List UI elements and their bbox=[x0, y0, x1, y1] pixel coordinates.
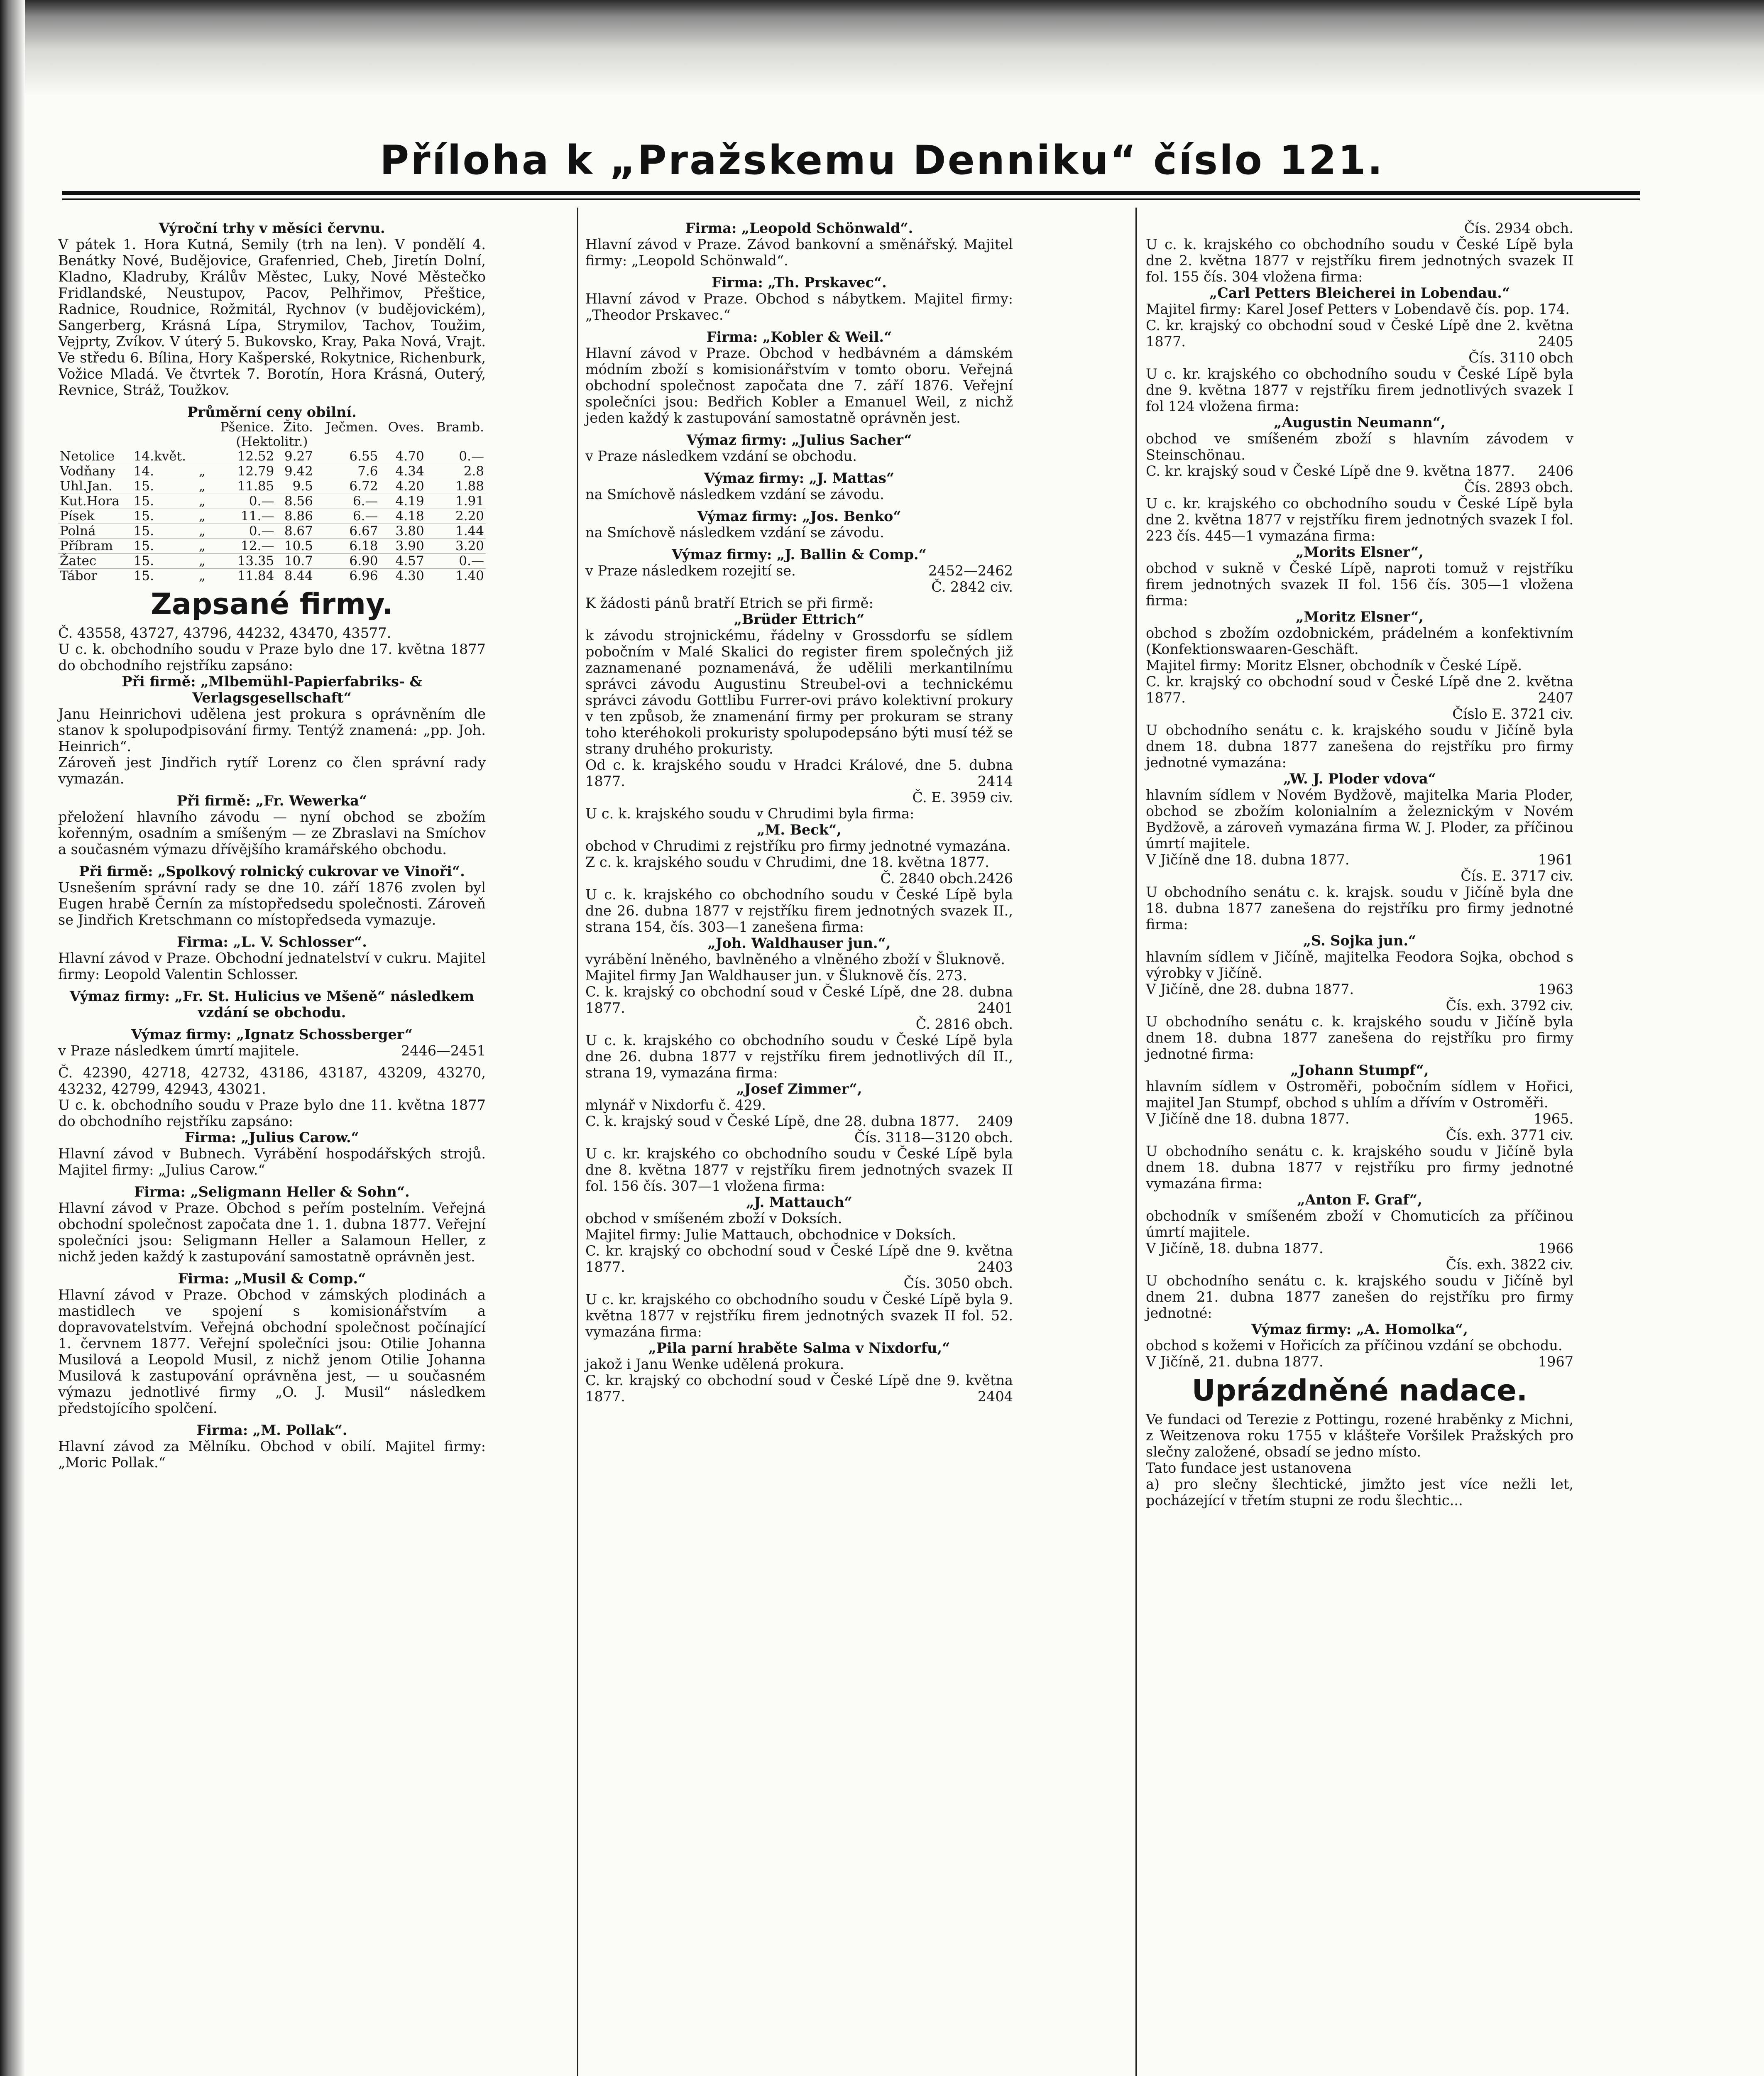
table-cell: 12.52 bbox=[209, 449, 276, 464]
column-divider bbox=[1135, 208, 1137, 2076]
paragraph: hlavním sídlem v Ostroměři, pobočním sídlem v Hořici, majitel Jan Stumpf, obchod s uhlím a dřívím v Ostroměři. bbox=[1146, 1078, 1573, 1111]
firm-heading: Při firmě: „Spolkový rolnický cukrovar ve Vinoři“. bbox=[79, 863, 465, 879]
table-row bbox=[58, 494, 486, 509]
firm-heading: „W. J. Ploder vdova“ bbox=[1283, 771, 1436, 787]
case-number: Čís. 3118—3120 obch. bbox=[854, 1129, 1013, 1146]
paragraph: k závodu strojnickému, řádelny v Grossdorfu se sídlem pobočním v Malé Skalici do register firem společných již zaznamenané poznamenává, že udělili merkantilnímu správci závodu Augustinu Streubel-ovi a technickému správci závodu Gottlibu Furrer-ovi právo kolektivní prokury v ten způsob, že znamenání firmy per prokuram se strany toho kteréhokoli prokuristy spolupodepsáno býti musí též se strany druhého prokuristy. bbox=[585, 627, 1013, 757]
table-cell: 4.30 bbox=[395, 568, 424, 583]
table-cell: 12.79 bbox=[209, 464, 276, 479]
case-number: Č. 2842 civ. bbox=[931, 579, 1013, 595]
table-cell: „ bbox=[197, 509, 209, 524]
table-cell: 3.20 bbox=[426, 539, 486, 554]
paragraph: Hlavní závod v Praze. Obchod s peřím postelním. Veřejná obchodní společnost započata dne 1. 1. dubna 1877. Veřejní společníci jsou: Seligmann Heller a Salamoun Heller, z nichž jeden každý k zastupování samostatně oprávněn jest. bbox=[58, 1200, 486, 1265]
scan-shadow-top bbox=[0, 0, 1764, 95]
firm-heading: „Moritz Elsner“, bbox=[1296, 609, 1424, 625]
paragraph: U c. k. krajského soudu v Chrudimi byla firma: bbox=[585, 805, 915, 822]
paragraph: obchod v smíšeném zboží v Doksích. bbox=[585, 1210, 842, 1227]
paragraph: Usnešením správní rady se dne 10. září 1876 zvolen byl Eugen hrabě Černín za místopředsedu společnosti. Zároveň se Jindřich Kretschmann co místopředseda vymazuje. bbox=[58, 879, 486, 928]
table-cell: „ bbox=[197, 494, 209, 509]
table-cell: 11.— bbox=[209, 509, 276, 524]
paragraph: U c. kr. krajského co obchodního soudu v České Lípě byla dne 2. května 1877 v rejstříku firem jednotných svazek I fol. 223 čís. 445—1 vymazána firma: bbox=[1146, 495, 1573, 544]
paragraph: a) pro slečny šlechtické, jimžto jest více nežli let, pocházející v třetím stupni ze rodu šlechtic... bbox=[1146, 1476, 1573, 1508]
section-heading-registry: Zapsané firmy. bbox=[151, 587, 393, 621]
case-number: Čís. E. 3717 civ. bbox=[1461, 868, 1573, 884]
paragraph: Z c. k. krajského soudu v Chrudimi, dne 18. května 1877. 2426 bbox=[585, 854, 1013, 886]
table-cell: 6.55 bbox=[315, 449, 380, 464]
table-cell: 4.20 bbox=[379, 479, 426, 494]
paragraph: obchod s zbožím ozdobnickém, prádelném a konfektivním (Konfektionswaaren-Geschäft. bbox=[1146, 625, 1573, 657]
paragraph: v Praze následkem úmrtí majitele. 2446—2451 bbox=[58, 1043, 486, 1059]
paragraph: vyrábění lněného, bavlněného a vlněného zboží v Šluknově. bbox=[585, 951, 1005, 967]
paragraph: C. kr. krajský soud v České Lípě dne 9. května 1877. 2406 bbox=[1146, 463, 1573, 479]
paragraph: C. k. krajský soud v České Lípě, dne 28. dubna 1877. 2409 bbox=[585, 1113, 1013, 1129]
paragraph: Tato fundace jest ustanovena bbox=[1146, 1460, 1352, 1476]
table-cell: Tábor bbox=[60, 568, 98, 583]
paragraph: C. kr. krajský co obchodní soud v České Lípě dne 2. května 1877. 2407 bbox=[1146, 673, 1573, 706]
paragraph: v Praze následkem rozejití se. 2452—2462 bbox=[585, 563, 1013, 579]
paragraph: Č. 42390, 42718, 42732, 43186, 43187, 43209, 43270, 43232, 42799, 42943, 43021. bbox=[58, 1065, 486, 1097]
table-cell: 4.34 bbox=[379, 464, 426, 479]
table-cell: 15. bbox=[132, 539, 197, 554]
case-number: Čís. 2934 obch. bbox=[1464, 220, 1573, 236]
table-cell: 4.18 bbox=[379, 509, 426, 524]
paragraph: U obchodního senátu c. k. krajského soudu v Jičíně byl dnem 21. dubna 1877 zanešen do rejstříku pro firmy jednotné: bbox=[1146, 1273, 1573, 1321]
paragraph: v Praze následkem vzdání se obchodu. bbox=[585, 448, 857, 464]
table-cell: „ bbox=[197, 554, 209, 569]
firm-heading: „Brüder Ettrich“ bbox=[734, 611, 865, 627]
table-cell: 6.67 bbox=[315, 524, 380, 539]
masthead-rule-thin bbox=[62, 198, 1640, 200]
table-cell: 15. bbox=[132, 554, 197, 569]
paragraph: na Smíchově následkem vzdání se závodu. bbox=[585, 524, 884, 541]
paragraph: jakož i Janu Wenke udělená prokura. bbox=[585, 1356, 844, 1372]
table-cell: 10.7 bbox=[276, 554, 315, 569]
case-number: Č. 2816 obch. bbox=[915, 1016, 1013, 1032]
firm-heading: „Morits Elsner“, bbox=[1296, 544, 1424, 560]
table-cell: Polná bbox=[58, 524, 132, 539]
paragraph: Od c. k. krajského soudu v Hradci Králové, dne 5. dubna 1877. 2414 bbox=[585, 757, 1013, 789]
firm-heading: Firma: „Leopold Schönwald“. bbox=[685, 220, 913, 236]
paragraph: K žádosti pánů bratří Etrich se při firmě: bbox=[585, 595, 873, 611]
table-row bbox=[58, 479, 486, 494]
table-cell: Kut.Hora bbox=[58, 494, 132, 509]
masthead-title: Příloha k „Pražskemu Denniku“ číslo 121. bbox=[379, 137, 1385, 184]
section-heading-foundations: Uprázdněné nadace. bbox=[1191, 1373, 1528, 1408]
table-cell: Vodňany bbox=[58, 464, 132, 479]
table-cell: 8.67 bbox=[276, 524, 315, 539]
table-cell: „ bbox=[198, 568, 206, 583]
th-barley: Ječmen. bbox=[325, 420, 378, 435]
firm-heading: Výmaz firmy: „A. Homolka“, bbox=[1251, 1321, 1468, 1337]
firm-heading: „Johann Stumpf“, bbox=[1290, 1062, 1429, 1078]
firm-heading: „Pila parní hraběte Salma v Nixdorfu,“ bbox=[648, 1340, 950, 1356]
table-cell: 1.91 bbox=[426, 494, 486, 509]
table-cell: 0.— bbox=[209, 494, 276, 509]
paragraph: hlavním sídlem v Novém Bydžově, majitelka Maria Ploder, obchod se zbožím kolonialním a železnickým v Novém Bydžově, a zároveň vymazána firma W. J. Ploder, za příčinou úmrtí majitele. bbox=[1146, 787, 1573, 852]
case-number: Č. 2840 obch. bbox=[880, 870, 978, 886]
case-number: Čís. 2893 obch. bbox=[1464, 479, 1573, 495]
paragraph: Zároveň jest Jindřich rytíř Lorenz co člen správní rady vymazán. bbox=[58, 754, 486, 787]
table-cell: 15. bbox=[132, 524, 197, 539]
table-cell: 6.72 bbox=[315, 479, 380, 494]
table-cell: 6.96 bbox=[349, 568, 378, 583]
paragraph: Hlavní závod za Mělníku. Obchod v obilí. Majitel firmy: „Moric Pollak.“ bbox=[58, 1438, 486, 1471]
paragraph: C. kr. krajský co obchodní soud v České Lípě dne 9. května 1877. 2404 bbox=[585, 1372, 1013, 1405]
paragraph: U c. k. obchodního soudu v Praze bylo dne 17. května 1877 do obchodního rejstříku zapsáno: bbox=[58, 641, 486, 673]
table-cell: 4.70 bbox=[379, 449, 426, 464]
paragraph: V Jičíně dne 18. dubna 1877. 1965. bbox=[1146, 1111, 1573, 1127]
paragraph: U c. k. obchodního soudu v Praze bylo dne 11. května 1877 do obchodního rejstříku zapsáno: bbox=[58, 1097, 486, 1129]
table-cell: 6.— bbox=[315, 494, 380, 509]
table-cell: 10.5 bbox=[276, 539, 315, 554]
fairs-heading: Výroční trhy v měsíci červnu. bbox=[159, 220, 385, 236]
paragraph: C. k. krajský co obchodní soud v České Lípě, dne 28. dubna 1877. 2401 bbox=[585, 984, 1013, 1016]
table-cell: 11.85 bbox=[209, 479, 276, 494]
paragraph: Majitel firmy: Julie Mattauch, obchodnice v Doksích. bbox=[585, 1227, 957, 1243]
table-cell: 8.56 bbox=[276, 494, 315, 509]
paragraph: Hlavní závod v Praze. Závod bankovní a směnářský. Majitel firmy: „Leopold Schönwald“. bbox=[585, 236, 1013, 269]
paragraph: C. kr. krajský co obchodní soud v České Lípě dne 2. května 1877. 2405 bbox=[1146, 317, 1573, 350]
firm-heading: Firma: „Julius Carow.“ bbox=[185, 1129, 359, 1146]
paragraph: Hlavní závod v Praze. Obchod v zámských plodinách a mastidlech ve spojení s komisionářstvím a dopravovatelstvím. Veřejná obchodní společnost počínající 1. červnem 1877. Veřejní společníci jsou: Otilie Johanna Musilová a Leopold Musil, z nichž jenom Otilie Johanna Musilová k zastupování oprávněna jest, — u současném výmazu jednotlivé firmy „O. J. Musil“ následkem předstojícího spolčení. bbox=[58, 1287, 486, 1416]
paragraph: Hlavní závod v Praze. Obchod v hedbávném a dámském módním zboží s komisionářstvím v tomto oboru. Veřejná obchodní společnost započata dne 7. září 1876. Veřejní společníci jsou: Bedřich Kobler a Emanuel Weil, z nichž jeden každý k zastupování samostatně oprávněn jest. bbox=[585, 345, 1013, 426]
firm-heading: Výmaz firmy: „Jos. Benko“ bbox=[697, 508, 901, 524]
firm-heading: „Anton F. Graf“, bbox=[1297, 1192, 1422, 1208]
firm-heading: Výmaz firmy: „J. Mattas“ bbox=[704, 470, 895, 486]
table-cell: „ bbox=[197, 479, 209, 494]
paragraph: C. kr. krajský co obchodní soud v České Lípě dne 9. května 1877. 2403 bbox=[585, 1243, 1013, 1275]
firm-heading: „M. Beck“, bbox=[757, 822, 842, 838]
table-cell: 6.90 bbox=[315, 554, 380, 569]
table-row bbox=[58, 569, 486, 584]
table-cell: 9.27 bbox=[276, 449, 315, 464]
table-cell: Netolice bbox=[58, 449, 132, 464]
paragraph: hlavním sídlem v Jičíně, majitelka Feodora Sojka, obchod s výrobky v Jičíně. bbox=[1146, 949, 1573, 981]
table-cell: 13.35 bbox=[209, 554, 276, 569]
table-cell: 0.— bbox=[209, 524, 276, 539]
table-cell: 14.květ. bbox=[132, 449, 197, 464]
table-cell: 14. bbox=[132, 464, 197, 479]
firm-heading: Firma: „L. V. Schlosser“. bbox=[177, 934, 367, 950]
firm-heading: „J. Mattauch“ bbox=[746, 1194, 852, 1210]
paragraph: Č. 43558, 43727, 43796, 44232, 43470, 43577. bbox=[58, 625, 391, 641]
case-number: Čís. exh. 3792 civ. bbox=[1446, 997, 1573, 1014]
firm-heading: „S. Sojka jun.“ bbox=[1303, 933, 1417, 949]
column-1 bbox=[58, 220, 486, 1471]
table-cell: 9.42 bbox=[276, 464, 315, 479]
paragraph: U c. k. krajského co obchodního soudu v České Lípě byla dne 2. května 1877 v rejstříku firem jednotných svazek II fol. 155 čís. 304 vložena firma: bbox=[1146, 236, 1573, 285]
prices-table bbox=[58, 420, 486, 583]
th-wheat: Pšenice. bbox=[220, 420, 274, 435]
table-row bbox=[58, 554, 486, 569]
column-3 bbox=[1146, 220, 1573, 1508]
table-cell: 0.— bbox=[426, 554, 486, 569]
paragraph: V Jičíně, dne 28. dubna 1877. 1963 bbox=[1146, 981, 1573, 997]
case-number: Čís. 3110 obch bbox=[1468, 350, 1573, 366]
firm-heading: Firma: „Musil & Comp.“ bbox=[178, 1271, 366, 1287]
table-cell: Příbram bbox=[58, 539, 132, 554]
paragraph: U c. k. krajského co obchodního soudu v České Lípě byla dne 26. dubna 1877 v rejstříku firem jednotlivých díl II., strana 19, vymazána firma: bbox=[585, 1032, 1013, 1081]
th-rye: Žito. bbox=[283, 420, 313, 435]
paragraph: U obchodního senátu c. k. krajsk. soudu v Jičíně byla dne 18. dubna 1877 zanešena do rejstříku pro firmy jednotné firma: bbox=[1146, 884, 1573, 933]
table-row bbox=[58, 539, 486, 554]
paragraph: přeložení hlavního závodu — nyní obchod se zbožím kořenným, osadním a smíšeným — ze Zbraslavi na Smíchov a současném výmazu dřívějšího kramářského obchodu. bbox=[58, 809, 486, 857]
firm-heading: Firma: „Th. Prskavec“. bbox=[712, 274, 887, 291]
paragraph: V Jičíně, 18. dubna 1877. 1966 bbox=[1146, 1240, 1573, 1256]
table-cell: Písek bbox=[58, 509, 132, 524]
table-cell: 3.80 bbox=[379, 524, 426, 539]
paragraph: mlynář v Nixdorfu č. 429. bbox=[585, 1097, 766, 1113]
column-divider bbox=[577, 208, 578, 2076]
table-cell: 8.44 bbox=[284, 568, 313, 583]
table-cell: „ bbox=[197, 464, 209, 479]
case-number: Čís. 3050 obch. bbox=[903, 1275, 1013, 1291]
firm-heading: Výmaz firmy: „J. Ballin & Comp.“ bbox=[672, 546, 927, 563]
case-number: Č. E. 3959 civ. bbox=[912, 789, 1013, 805]
firm-heading: Při firmě: „Fr. Wewerka“ bbox=[176, 793, 367, 809]
fairs-text: V pátek 1. Hora Kutná, Semily (trh na len). V pondělí 4. Benátky Nové, Budějovice, Grafenried, Cheb, Jiretín Dolní, Kladno, Kladruby, Králův Městec, Luky, Nové Městečko Fridlandské, Neustupov, Pacov, Pelhřimov, Přeštice, Radnice, Roudnice, Rožmitál, Rychnov (v budějovickém), Sangerberg, Krásná Lípa, Strymilov, Tachov, Toužim, Vejprty, Zvíkov. V úterý 5. Bukovsko, Kray, Paka Nová, Vrajt. Ve středu 6. Bílina, Hory Kašperské, Rokytnice, Richenburk, Vožice Mladá. Ve čtvrtek 7. Borotín, Hora Krásná, Outerý, Revnice, Stráž, Toužkov. bbox=[58, 236, 486, 398]
firm-heading: Firma: „M. Pollak“. bbox=[196, 1422, 347, 1438]
table-cell: 6.— bbox=[315, 509, 380, 524]
table-cell: 15. bbox=[133, 568, 154, 583]
paragraph: obchod ve smíšeném zboží s hlavním závodem v Steinschönau. bbox=[1146, 431, 1573, 463]
table-cell: 9.5 bbox=[276, 479, 315, 494]
case-number: Čís. exh. 3822 civ. bbox=[1446, 1256, 1573, 1273]
table-cell: Uhl.Jan. bbox=[58, 479, 132, 494]
paragraph: U obchodního senátu c. k. krajského soudu v Jičíně byla dnem 18. dubna 1877 v rejstříku pro firmy jednotné vymazána firma: bbox=[1146, 1143, 1573, 1192]
table-row bbox=[58, 464, 486, 479]
paragraph: Hlavní závod v Praze. Obchodní jednatelství v cukru. Majitel firmy: Leopold Valentin Schlosser. bbox=[58, 950, 486, 982]
prices-heading: Průměrní ceny obilní. bbox=[187, 404, 357, 420]
table-row bbox=[58, 449, 486, 464]
table-cell: Žatec bbox=[58, 554, 132, 569]
table-cell: 6.18 bbox=[315, 539, 380, 554]
paragraph: V Jičíně, 21. dubna 1877. 1967 bbox=[1146, 1354, 1573, 1370]
firm-heading: „Josef Zimmer“, bbox=[736, 1081, 862, 1097]
table-cell: 4.57 bbox=[379, 554, 426, 569]
firm-heading: Výmaz firmy: „Ignatz Schossberger“ bbox=[131, 1026, 413, 1043]
case-number: Čís. exh. 3771 civ. bbox=[1446, 1127, 1573, 1143]
table-cell: „ bbox=[197, 524, 209, 539]
paragraph: U c. kr. krajského co obchodního soudu v České Lípě byla dne 8. května 1877 v rejstříku firem jednotných svazek II fol. 156 čís. 307—1 vložena firma: bbox=[585, 1146, 1013, 1194]
table-cell: 2.20 bbox=[426, 509, 486, 524]
firm-heading: „Joh. Waldhauser jun.“, bbox=[707, 935, 891, 951]
paragraph: U c. kr. krajského co obchodního soudu v České Lípě byla dne 9. května 1877 v rejstříku firem jednotlivých svazek I fol 124 vložena firma: bbox=[1146, 366, 1573, 414]
table-cell: 15. bbox=[132, 494, 197, 509]
paragraph: obchod v sukně v České Lípě, naproti tomuž v rejstříku firem jednotných svazek II fol. 156 čís. 305—1 vložena firma: bbox=[1146, 560, 1573, 609]
paragraph: U c. k. krajského co obchodního soudu v České Lípě byla dne 26. dubna 1877 v rejstříku firem jednotných svazek II., strana 154, čís. 303—1 zanešena firma: bbox=[585, 886, 1013, 935]
table-cell: 2.8 bbox=[426, 464, 486, 479]
th-potatoes: Bramb. bbox=[436, 420, 484, 435]
masthead-rule bbox=[62, 191, 1640, 195]
paragraph: obchod s kožemi v Hořicích za příčinou vzdání se obchodu. bbox=[1146, 1337, 1563, 1354]
table-cell: 12.— bbox=[209, 539, 276, 554]
firm-heading: „Carl Petters Bleicherei in Lobendau.“ bbox=[1209, 285, 1510, 301]
table-cell: 7.6 bbox=[315, 464, 380, 479]
table-cell: 1.88 bbox=[426, 479, 486, 494]
firm-heading: „Augustin Neumann“, bbox=[1274, 414, 1446, 431]
table-cell: 15. bbox=[132, 509, 197, 524]
paragraph: Majitel firmy: Moritz Elsner, obchodník v České Lípě. bbox=[1146, 657, 1522, 673]
paragraph: obchod v Chrudimi z rejstříku pro firmy jednotné vymazána. bbox=[585, 838, 1011, 854]
table-cell: 1.44 bbox=[426, 524, 486, 539]
paragraph: U c. kr. krajského co obchodního soudu v České Lípě byla 9. května 1877 v rejstříku firem jednotných svazek II fol. 52. vymazána firma: bbox=[585, 1291, 1013, 1340]
paragraph: U obchodního senátu c. k. krajského soudu v Jičíně byla dnem 18. dubna 1877 zanešena do rejstříku pro firmy jednotné firma: bbox=[1146, 1014, 1573, 1062]
paragraph: Ve fundaci od Terezie z Pottingu, rozené hraběnky z Michni, z Weitzenova roku 1755 v klášteře Voršilek Pražských pro slečny založené, obsadí se jedno místo. bbox=[1146, 1411, 1573, 1460]
paragraph: na Smíchově následkem vzdání se závodu. bbox=[585, 486, 884, 502]
firm-heading: Při firmě: „Mlbemühl-Papierfabriks- & Verlagsgesellschaft“ bbox=[122, 673, 422, 706]
table-row bbox=[58, 509, 486, 524]
paragraph: Janu Heinrichovi udělena jest prokura s oprávněním dle stanov k spolupodpisování firmy. Tentýž znamená: „pp. Joh. Heinrich“. bbox=[58, 706, 486, 754]
table-cell: 11.84 bbox=[237, 568, 274, 583]
table-row bbox=[58, 524, 486, 539]
table-cell: „ bbox=[197, 539, 209, 554]
table-cell: 4.19 bbox=[379, 494, 426, 509]
paragraph: Hlavní závod v Praze. Obchod s nábytkem. Majitel firmy: „Theodor Prskavec.“ bbox=[585, 291, 1013, 323]
firm-heading: Firma: „Seligmann Heller & Sohn“. bbox=[134, 1184, 410, 1200]
table-cell: 15. bbox=[132, 479, 197, 494]
th-oats: Oves. bbox=[388, 420, 424, 435]
firm-heading: Firma: „Kobler & Weil.“ bbox=[706, 329, 892, 345]
paragraph: V Jičíně dne 18. dubna 1877. 1961 bbox=[1146, 852, 1573, 868]
table-cell: 3.90 bbox=[379, 539, 426, 554]
table-cell: 8.86 bbox=[276, 509, 315, 524]
paragraph: Hlavní závod v Bubnech. Vyrábění hospodářských strojů. Majitel firmy: „Julius Carow.“ bbox=[58, 1146, 486, 1178]
paragraph: Majitel firmy Jan Waldhauser jun. v Šluknově čís. 273. bbox=[585, 967, 967, 984]
paragraph: U obchodního senátu c. k. krajského soudu v Jičíně byla dnem 18. dubna 1877 zanešena do rejstříku pro firmy jednotné vymazána: bbox=[1146, 722, 1573, 771]
scan-shadow-left bbox=[0, 0, 25, 2076]
paragraph: Majitel firmy: Karel Josef Petters v Lobendavě čís. pop. 174. bbox=[1146, 301, 1570, 317]
paragraph: obchodník v smíšeném zboží v Chomuticích za příčinou úmrtí majitele. bbox=[1146, 1208, 1573, 1240]
firm-heading: Výmaz firmy: „Fr. St. Hulicius ve Mšeně“ následkem vzdání se obchodu. bbox=[69, 988, 475, 1021]
table-cell: 0.— bbox=[426, 449, 486, 464]
case-number: Číslo E. 3721 civ. bbox=[1452, 706, 1573, 722]
column-2 bbox=[585, 220, 1013, 1405]
prices-unit: (Hektolitr.) bbox=[236, 434, 308, 449]
prices-header-row bbox=[58, 420, 486, 435]
firm-heading: Výmaz firmy: „Julius Sacher“ bbox=[686, 432, 912, 448]
table-cell: 1.40 bbox=[455, 568, 484, 583]
